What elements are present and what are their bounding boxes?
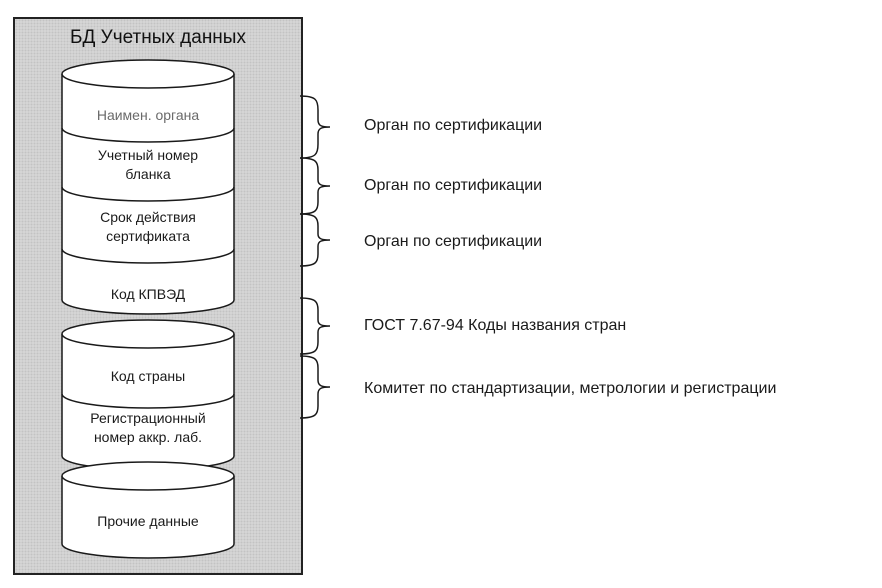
segment-label-blank-number: Учетный номер бланка (97, 147, 199, 182)
cylinder-upper-top (62, 60, 234, 88)
segment-label-organ-name: Наимен. органа (96, 107, 200, 123)
source-label-4: ГОСТ 7.67-94 Коды названия стран (364, 317, 627, 334)
segment-label-country-code: Код страны (110, 368, 186, 384)
brace-4 (300, 298, 330, 354)
panel-title: БД Учетных данных (70, 27, 246, 48)
brace-3 (300, 214, 330, 266)
segment-label-lab-registration: Регистрационный номер аккр. лаб. (90, 410, 206, 445)
segment-label-certificate-validity: Срок действия сертификата (100, 209, 196, 244)
source-label-1: Орган по сертификации (364, 117, 543, 134)
source-label-2: Орган по сертификации (364, 177, 543, 194)
source-label-5: Комитет по стандартизации, метрологии и регистрации (364, 380, 777, 397)
source-label-3: Орган по сертификации (364, 233, 543, 250)
brace-5 (300, 356, 330, 418)
segment-label-kpved-code: Код КПВЭД (110, 286, 186, 302)
brace-1 (300, 96, 330, 158)
cylinder-middle (62, 334, 234, 470)
brace-2 (300, 158, 330, 214)
cylinder-middle-top (62, 320, 234, 348)
cylinder-lower-top (62, 462, 234, 490)
segment-label-other-data: Прочие данные (97, 513, 199, 529)
